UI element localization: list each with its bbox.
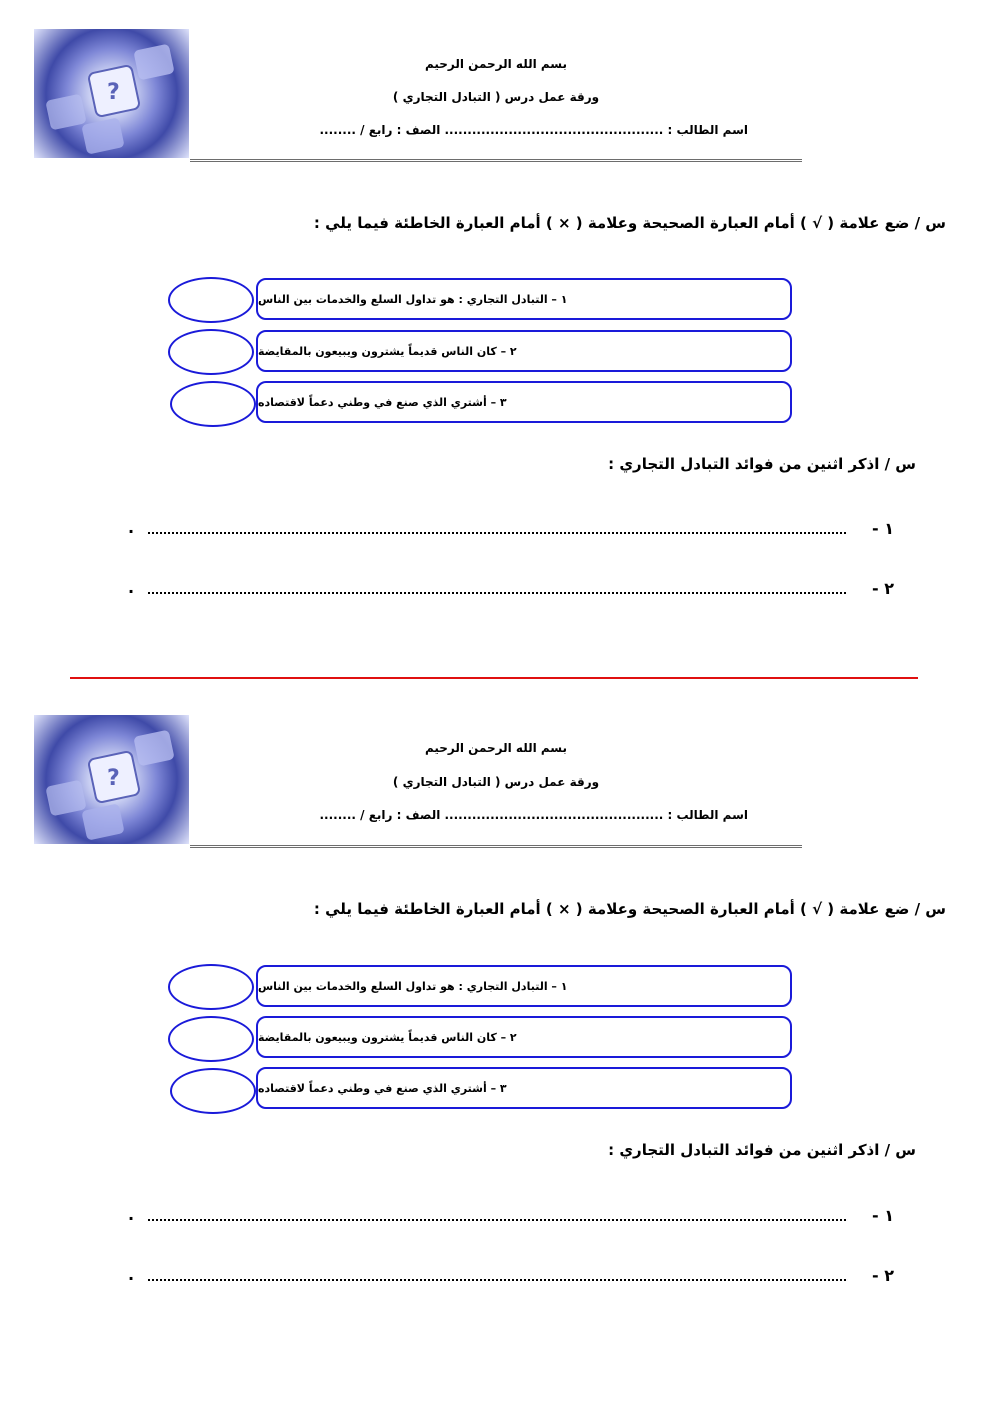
header-divider [190,159,802,162]
cut-divider [70,677,918,679]
answer-line-2[interactable] [128,579,894,599]
svg-text:?: ? [107,766,120,791]
answer-end-1: . [128,1205,135,1224]
answer-number-1: ١ - [872,519,894,538]
student-name-class-line: اسم الطالب : ................................................ الصف : رابع / ........ [319,123,748,137]
basmala: بسم الله الرحمن الرحيم [424,741,568,755]
statement-text-2: ٢ – كان الناس قديماً يشترون ويبيعون بالمقايضة [258,1030,517,1044]
dotted-line [148,1219,846,1221]
svg-text:?: ? [107,80,120,105]
header-divider [190,845,802,848]
answer-number-2: ٢ - [872,579,894,598]
statement-text-1: ١ – التبادل التجاري : هو تداول السلع والخدمات بين الناس [258,292,568,306]
answer-end-2: . [128,1265,135,1284]
worksheet-title: ورقة عمل درس ( التبادل التجاري ) [392,775,600,789]
statement-box-1 [256,965,792,1007]
statement-box-3 [256,1067,792,1109]
answer-line-1[interactable] [128,519,894,539]
worksheet-title: ورقة عمل درس ( التبادل التجاري ) [392,90,600,104]
question-benefits: س / اذكر اثنين من فوائد التبادل التجاري : [608,455,916,473]
question-true-false: س / ضع علامة ( √ ) أمام العبارة الصحيحة وعلامة ( × ) أمام العبارة الخاطئة فيما يلي : [313,214,946,232]
answer-oval-3[interactable] [170,381,256,427]
statement-text-3: ٣ – أشتري الذي صنع في وطني دعماً لاقتصاده [258,1081,507,1095]
dotted-line [148,592,846,594]
answer-end-2: . [128,578,135,597]
answer-oval-3[interactable] [170,1068,256,1114]
answer-line-2[interactable] [128,1266,894,1286]
statement-text-3: ٣ – أشتري الذي صنع في وطني دعماً لاقتصاده [258,395,507,409]
answer-oval-2[interactable] [168,329,254,375]
dotted-line [148,1279,846,1281]
statement-box-3 [256,381,792,423]
statement-box-1 [256,278,792,320]
answer-oval-1[interactable] [168,964,254,1010]
statement-box-2 [256,1016,792,1058]
question-true-false: س / ضع علامة ( √ ) أمام العبارة الصحيحة وعلامة ( × ) أمام العبارة الخاطئة فيما يلي : [313,900,946,918]
question-benefits: س / اذكر اثنين من فوائد التبادل التجاري : [608,1141,916,1159]
answer-line-1[interactable] [128,1206,894,1226]
answer-oval-2[interactable] [168,1016,254,1062]
student-name-class-line: اسم الطالب : ................................................ الصف : رابع / ........ [319,808,748,822]
statement-text-1: ١ – التبادل التجاري : هو تداول السلع والخدمات بين الناس [258,979,568,993]
dotted-line [148,532,846,534]
answer-oval-1[interactable] [168,277,254,323]
statement-box-2 [256,330,792,372]
answer-number-2: ٢ - [872,1266,894,1285]
answer-end-1: . [128,518,135,537]
basmala: بسم الله الرحمن الرحيم [424,57,568,71]
statement-text-2: ٢ – كان الناس قديماً يشترون ويبيعون بالمقايضة [258,344,517,358]
answer-number-1: ١ - [872,1206,894,1225]
